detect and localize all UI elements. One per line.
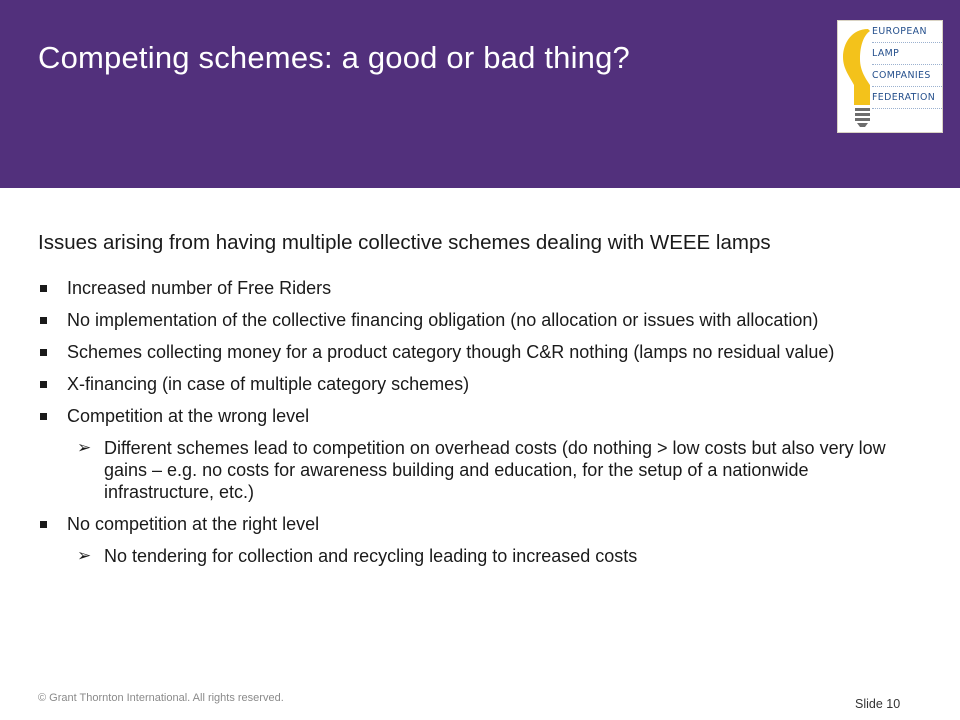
logo-word: FEDERATION [872, 90, 942, 109]
square-bullet-icon [40, 521, 47, 528]
list-item-text: No competition at the right level [67, 514, 320, 534]
list-item [38, 341, 918, 363]
sub-list-item-text: No tendering for collection and recycling leading to increased costs [104, 546, 638, 566]
logo-word: COMPANIES [872, 68, 942, 87]
list-item [38, 405, 918, 427]
issues-list [38, 277, 918, 567]
logo-word: LAMP [872, 46, 942, 65]
slide-body [38, 230, 918, 577]
sub-list-item [38, 437, 918, 503]
arrow-bullet-icon: ➢ [77, 546, 92, 566]
list-item [38, 309, 918, 331]
list-item [38, 277, 918, 299]
header-band [0, 0, 960, 188]
intro-text: Issues arising from having multiple collective schemes dealing with WEEE lamps [38, 231, 771, 254]
square-bullet-icon [40, 381, 47, 388]
square-bullet-icon [40, 285, 47, 292]
list-item-text: No implementation of the collective financing obligation (no allocation or issues with allocation) [67, 310, 819, 330]
list-item-text: X-financing (in case of multiple category schemes) [67, 374, 470, 394]
copyright-notice: © Grant Thornton International. All rights reserved. [38, 692, 284, 704]
logo-wordmark [872, 24, 942, 112]
list-item-text: Competition at the wrong level [67, 406, 310, 426]
slide-title: Competing schemes: a good or bad thing? [38, 40, 631, 75]
square-bullet-icon [40, 349, 47, 356]
lightbulb-icon [840, 25, 874, 129]
square-bullet-icon [40, 317, 47, 324]
logo-word: EUROPEAN [872, 24, 942, 43]
elc-logo [837, 20, 943, 133]
list-item [38, 513, 918, 535]
list-item-text: Schemes collecting money for a product category though C&R nothing (lamps no residual value) [67, 342, 835, 362]
sub-list-item [38, 545, 918, 567]
slide-number: Slide 10 [855, 697, 901, 711]
square-bullet-icon [40, 413, 47, 420]
arrow-bullet-icon: ➢ [77, 438, 92, 458]
sub-list-item-text: Different schemes lead to competition on overhead costs (do nothing > low costs but also very low gains – e.g. no costs for awareness building and education, for the setup of a nationwide infrastructure, etc.) [104, 438, 886, 502]
list-item-text: Increased number of Free Riders [67, 278, 332, 298]
list-item [38, 373, 918, 395]
